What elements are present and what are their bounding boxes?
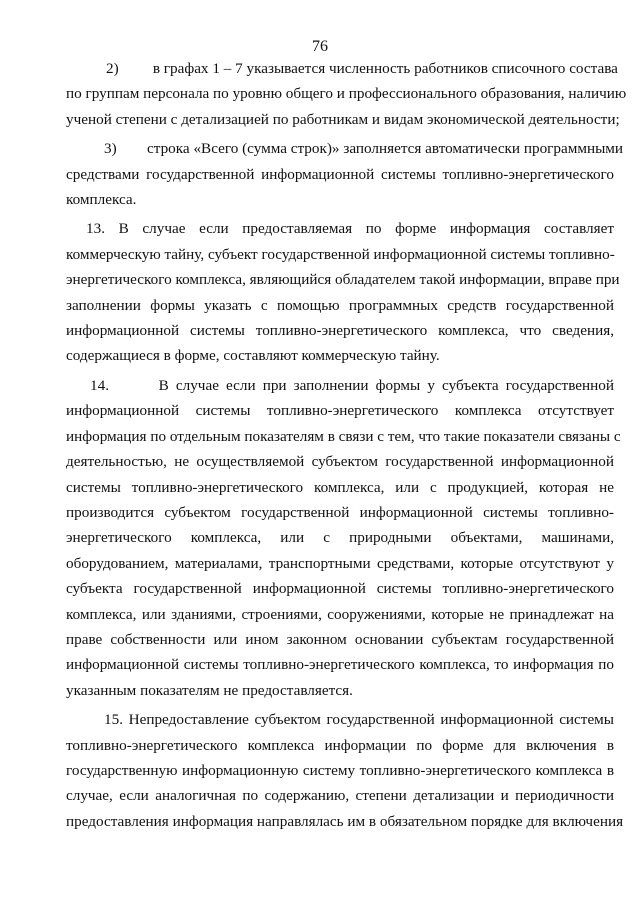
text-line: субъекта государственной информационной системы топливно-энергетического [66, 580, 614, 598]
text-line: комплекса, или зданиями, строениями, сооружениями, которые не принадлежат на [66, 605, 614, 623]
text-line: оборудованием, материалами, транспортными средствами, которые отсутствуют у [66, 554, 614, 572]
text-line: средствами государственной информационной системы топливно-энергетического [66, 165, 614, 183]
text-line: комплекса. [66, 191, 137, 209]
text-line: государственную информационную систему топливно-энергетического комплекса в [66, 761, 614, 779]
text-line: 13. В случае если предоставляемая по форме информация составляет [86, 220, 614, 238]
text-line: информация по отдельным показателям в связи с тем, что такие показатели связаны с [66, 427, 621, 445]
text-line: 3) строка «Всего (сумма строк)» заполняется автоматически программными [104, 140, 624, 158]
text-line: праве собственности или ином законном основании субъектам государственной [66, 630, 614, 648]
paragraph [66, 373, 621, 703]
text-line: содержащиеся в форме, составляют коммерческую тайну. [66, 347, 440, 365]
text-line: информационной системы топливно-энергетического комплекса отсутствует [66, 402, 614, 420]
text-line: заполнении формы указать с помощью программных средств государственной [66, 296, 614, 314]
text-line: ученой степени с детализацией по работникам и видам экономической деятельности; [66, 110, 620, 128]
paragraph [66, 56, 627, 132]
text-line: информационной системы топливно-энергетического комплекса, что сведения, [66, 322, 614, 340]
text-line: производится субъектом государственной информационной системы топливно- [66, 503, 614, 521]
text-line: указанным показателям не предоставляется. [66, 681, 353, 699]
text-line: системы топливно-энергетического комплекса, или с продукцией, которая не [66, 478, 614, 496]
text-line: 2) в графах 1 – 7 указывается численность работников списочного состава [106, 60, 618, 77]
text-line: предоставления информация направлялась им в обязательном порядке для включения [66, 812, 624, 830]
text-line: информационной системы топливно-энергетического комплекса, то информация по [66, 656, 614, 674]
text-line: 15. Непредоставление субъектом государственной информационной системы [104, 711, 614, 729]
text-line: коммерческую тайну, субъект государственной информационной системы топливно- [66, 245, 615, 263]
paragraph [66, 707, 624, 834]
text-line: топливно-энергетического комплекса информации по форме для включения в [66, 736, 614, 754]
text-line: деятельностью, не осуществляемой субъектом государственной информационной [66, 453, 614, 471]
paragraph [66, 136, 624, 212]
paragraph [66, 216, 620, 368]
text-line: случае, если аналогичная по содержанию, степени детализации и периодичности [66, 787, 614, 805]
text-line: энергетического комплекса, являющийся обладателем такой информации, вправе при [66, 271, 620, 289]
text-line: по группам персонала по уровню общего и профессионального образования, наличию [66, 85, 627, 103]
document-body [66, 56, 627, 834]
page-number: 76 [312, 38, 328, 55]
text-line: энергетического комплекса, или с природными объектами, машинами, [66, 529, 614, 547]
text-line: 14. В случае если при заполнении формы у субъекта государственной [90, 376, 614, 394]
